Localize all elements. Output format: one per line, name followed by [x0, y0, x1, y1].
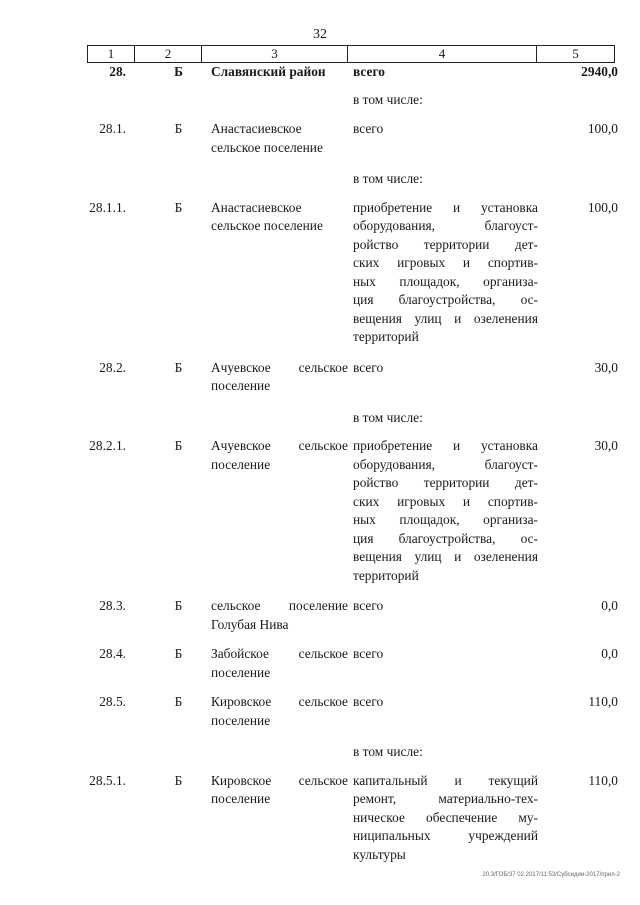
including-row [0, 170, 640, 189]
row-value: 30,0 [594, 438, 618, 453]
header-col-4: 4 [348, 46, 537, 62]
description-line: ция благоустройства, ос- [353, 530, 538, 546]
row-description [348, 437, 538, 585]
row-value: 110,0 [588, 772, 618, 788]
row-name: Ачуевское сельское поселение [211, 359, 348, 393]
description-line: территорий [353, 567, 419, 583]
table-row [0, 199, 640, 347]
row-number: 28.2.1. [89, 438, 126, 453]
description-line: оборудования, благоуст- [353, 456, 538, 472]
description-line: приобретение и установка [353, 199, 538, 215]
row-value: 30,0 [594, 359, 618, 375]
description-line: ремонт, материально-тех- [353, 791, 538, 806]
description-line: приобретение и установка [353, 438, 538, 453]
description-line: ских игровых и спортив- [353, 493, 538, 509]
row-name: Кировское сельское поселение [211, 694, 348, 728]
description-line: вещения улиц и озеленения [353, 310, 538, 326]
table-row [0, 597, 640, 634]
including-label: в том числе: [353, 744, 423, 759]
row-category: Б [174, 598, 183, 613]
description-line: ных площадок, организа- [353, 512, 538, 527]
description-line: ция благоустройства, ос- [353, 292, 538, 307]
description-line: капитальный и текущий [353, 772, 538, 788]
row-description [348, 772, 538, 865]
row-value: 0,0 [601, 646, 618, 661]
row-name: Славянский район [211, 64, 326, 79]
including-row [0, 409, 640, 428]
description-line: ническое обеспечение му- [353, 809, 538, 825]
description-line: территорий [353, 329, 419, 344]
table-row [0, 359, 640, 396]
row-number: 28.3. [99, 598, 126, 613]
row-name: Анастасиевское сельское поселение [211, 199, 323, 233]
row-category: Б [174, 121, 183, 136]
row-description: всего [353, 64, 385, 79]
table-row [0, 693, 640, 730]
table-row [0, 645, 640, 682]
row-name: сельское поселение Голубая Нива [211, 598, 348, 632]
row-description: всего [353, 359, 384, 375]
row-name: Кировское сельское поселение [211, 772, 348, 806]
description-line: ройство территории дет- [353, 475, 538, 490]
including-row [0, 91, 640, 110]
header-col-1: 1 [88, 46, 135, 62]
row-category: Б [174, 199, 183, 215]
description-line: ниципальных учреждений [353, 828, 538, 843]
row-description: всего [353, 121, 384, 136]
row-number: 28.1.1. [89, 199, 126, 215]
description-line: ройство территории дет- [353, 236, 538, 252]
row-number: 28.5. [99, 694, 126, 709]
row-name: Анастасиевское сельское поселение [211, 121, 323, 155]
description-line: ных площадок, организа- [353, 273, 538, 289]
row-name: Ачуевское сельское поселение [211, 438, 348, 472]
row-number: 28.4. [99, 646, 126, 661]
header-col-5: 5 [572, 46, 579, 61]
row-category: Б [174, 359, 183, 375]
row-value: 100,0 [587, 121, 618, 136]
including-row [0, 743, 640, 762]
header-col-2: 2 [135, 46, 202, 62]
row-category: Б [174, 646, 183, 661]
table-row [0, 63, 640, 82]
table-header [87, 45, 615, 63]
row-description: всего [353, 694, 384, 709]
row-number: 28.5.1. [89, 772, 126, 788]
table-row [0, 120, 640, 157]
row-value: 0,0 [601, 598, 618, 613]
row-number: 28. [109, 64, 126, 79]
row-description [348, 199, 538, 347]
row-number: 28.1. [99, 121, 126, 136]
row-category: Б [174, 64, 183, 79]
row-description: всего [353, 646, 384, 661]
row-category: Б [174, 772, 183, 788]
page-number: 32 [313, 27, 327, 42]
description-line: оборудования, благоуст- [353, 218, 538, 233]
row-description: всего [353, 598, 384, 613]
row-value: 2940,0 [581, 64, 618, 79]
including-label: в том числе: [353, 91, 423, 107]
row-category: Б [174, 438, 183, 453]
row-value: 110,0 [588, 694, 618, 709]
table-row [0, 772, 640, 865]
including-label: в том числе: [353, 409, 423, 425]
document-footer: 20.3/ГОБ/37 02.2017/11:53/Субсидии-2017/прил-2 [482, 872, 620, 878]
table-row [0, 437, 640, 585]
header-col-3: 3 [202, 46, 348, 62]
row-category: Б [174, 694, 183, 709]
row-number: 28.2. [99, 359, 126, 375]
description-line: вещения улиц и озеленения [353, 549, 538, 564]
description-line: ских игровых и спортив- [353, 255, 538, 270]
table-body [0, 63, 640, 864]
description-line: культуры [353, 846, 406, 862]
row-value: 100,0 [587, 199, 618, 215]
including-label: в том числе: [353, 171, 423, 186]
row-name: Забойское сельское поселение [211, 646, 348, 680]
